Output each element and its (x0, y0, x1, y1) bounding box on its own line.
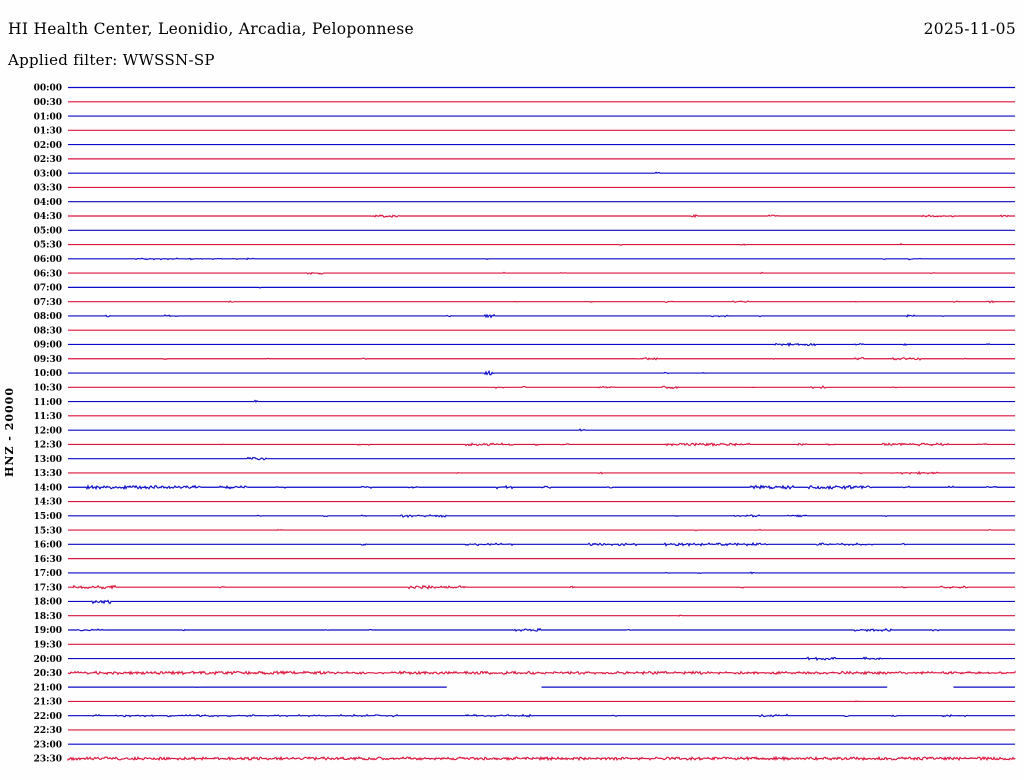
trace-row (34, 298, 1015, 308)
row-time-label: 02:00 (33, 140, 62, 151)
trace-row (34, 612, 1015, 622)
row-time-label: 11:30 (33, 412, 62, 423)
seismic-trace (68, 400, 1015, 401)
seismic-trace (68, 572, 1015, 573)
trace-row (34, 98, 1015, 108)
seismic-trace (68, 172, 1015, 173)
trace-row (34, 626, 1015, 636)
trace-row (34, 569, 1015, 579)
trace-row (34, 184, 1015, 194)
row-time-label: 14:30 (33, 497, 62, 508)
row-time-label: 16:00 (33, 540, 62, 551)
row-time-label: 17:30 (33, 583, 62, 594)
row-time-label: 03:30 (33, 183, 62, 194)
station-title: HI Health Center, Leonidio, Arcadia, Peloponnese (8, 20, 414, 38)
row-time-label: 01:00 (33, 112, 62, 123)
seismic-trace (68, 343, 1015, 345)
row-time-label: 00:30 (33, 97, 62, 108)
seismic-trace (68, 586, 1015, 589)
row-time-label: 02:30 (33, 155, 62, 166)
trace-row (34, 155, 1015, 165)
row-time-label: 15:00 (33, 511, 62, 522)
trace-row (34, 712, 1015, 722)
seismic-trace (68, 701, 1015, 702)
seismic-trace (68, 657, 1015, 659)
seismic-trace (68, 529, 1015, 530)
trace-row (34, 526, 1015, 536)
row-time-label: 14:00 (33, 483, 62, 494)
row-time-label: 04:00 (33, 197, 62, 208)
trace-row (34, 341, 1015, 351)
seismic-trace (68, 629, 1015, 631)
trace-row (34, 455, 1015, 465)
row-time-label: 10:00 (33, 369, 62, 380)
seismic-trace (68, 429, 1015, 431)
seismic-trace (68, 757, 1015, 760)
trace-row (34, 541, 1015, 551)
row-time-label: 12:00 (33, 426, 62, 437)
row-time-label: 16:30 (33, 554, 62, 565)
seismic-trace (68, 287, 1015, 288)
channel-scale-label: HNZ - 20000 (3, 387, 16, 477)
seismic-trace (68, 714, 1015, 716)
row-time-label: 15:30 (33, 526, 62, 537)
trace-row (34, 312, 1015, 322)
row-time-label: 18:00 (33, 597, 62, 608)
row-time-label: 12:30 (33, 440, 62, 451)
row-time-label: 06:00 (33, 255, 62, 266)
trace-row (34, 498, 1015, 508)
row-time-label: 08:30 (33, 326, 62, 337)
row-time-label: 19:30 (33, 640, 62, 651)
row-time-label: 00:00 (33, 83, 62, 94)
trace-row (34, 441, 1015, 451)
row-time-label: 01:30 (33, 126, 62, 137)
seismic-trace (68, 486, 1015, 489)
seismic-trace (68, 515, 1015, 517)
trace-row (34, 198, 1015, 208)
seismic-trace (68, 244, 1015, 246)
trace-row (34, 669, 1015, 679)
trace-row (34, 726, 1015, 736)
row-time-label: 07:00 (33, 283, 62, 294)
seismic-trace (68, 615, 1015, 616)
filter-label: Applied filter: WWSSN-SP (8, 51, 215, 69)
seismic-trace (68, 543, 1015, 546)
row-time-label: 09:30 (33, 354, 62, 365)
trace-row (34, 755, 1015, 765)
trace-row (34, 555, 1015, 565)
trace-row (34, 384, 1015, 394)
trace-row (34, 598, 1015, 608)
seismic-trace (68, 258, 1015, 259)
row-time-label: 03:00 (33, 169, 62, 180)
trace-row (34, 583, 1015, 593)
seismic-trace (68, 386, 1015, 388)
trace-row (34, 169, 1015, 179)
row-time-label: 07:30 (33, 297, 62, 308)
trace-row (34, 127, 1015, 137)
trace-row (34, 255, 1015, 265)
row-time-label: 10:30 (33, 383, 62, 394)
trace-row (34, 355, 1015, 365)
seismic-trace (68, 472, 1015, 474)
row-time-label: 22:00 (33, 711, 62, 722)
row-time-label: 17:00 (33, 569, 62, 580)
trace-row (34, 284, 1015, 294)
seismic-trace (68, 272, 1015, 274)
row-time-label: 18:30 (33, 611, 62, 622)
trace-row (34, 483, 1015, 493)
trace-row (34, 740, 1015, 750)
trace-row (34, 84, 1015, 94)
row-time-label: 22:30 (33, 726, 62, 737)
trace-row (34, 226, 1015, 236)
trace-row (34, 141, 1015, 151)
trace-row (34, 640, 1015, 650)
row-time-label: 23:30 (33, 754, 62, 765)
trace-row (34, 369, 1015, 379)
row-time-label: 19:00 (33, 626, 62, 637)
trace-row (34, 212, 1015, 222)
seismic-trace (68, 371, 1015, 375)
row-time-label: 21:30 (33, 697, 62, 708)
row-time-label: 13:30 (33, 469, 62, 480)
row-time-label: 13:00 (33, 454, 62, 465)
trace-row (34, 698, 1015, 708)
trace-row (34, 426, 1015, 436)
row-time-label: 20:30 (33, 669, 62, 680)
trace-row (34, 512, 1015, 522)
trace-row (34, 412, 1015, 422)
row-time-label: 04:30 (33, 212, 62, 223)
seismic-trace (68, 671, 1015, 674)
trace-row (34, 112, 1015, 122)
row-time-label: 06:30 (33, 269, 62, 280)
row-time-label: 05:30 (33, 240, 62, 251)
row-time-label: 11:00 (33, 397, 62, 408)
seismic-trace (68, 600, 1015, 603)
row-time-label: 21:00 (33, 683, 62, 694)
trace-row (34, 655, 1015, 665)
trace-row (34, 241, 1015, 251)
row-time-label: 08:00 (33, 312, 62, 323)
seismic-trace (68, 301, 1015, 303)
row-time-label: 20:00 (33, 654, 62, 665)
date-label: 2025-11-05 (923, 20, 1016, 38)
trace-row (34, 326, 1015, 336)
seismic-trace (68, 315, 1015, 318)
seismic-trace (68, 443, 1015, 445)
row-time-label: 23:00 (33, 740, 62, 751)
row-time-label: 05:00 (33, 226, 62, 237)
seismic-trace (68, 457, 1015, 459)
seismic-trace (68, 358, 1015, 360)
trace-row (34, 683, 1015, 693)
row-time-label: 09:00 (33, 340, 62, 351)
trace-row (34, 269, 1015, 279)
seismic-trace (68, 215, 1015, 217)
trace-row (34, 469, 1015, 479)
trace-row (34, 398, 1015, 408)
